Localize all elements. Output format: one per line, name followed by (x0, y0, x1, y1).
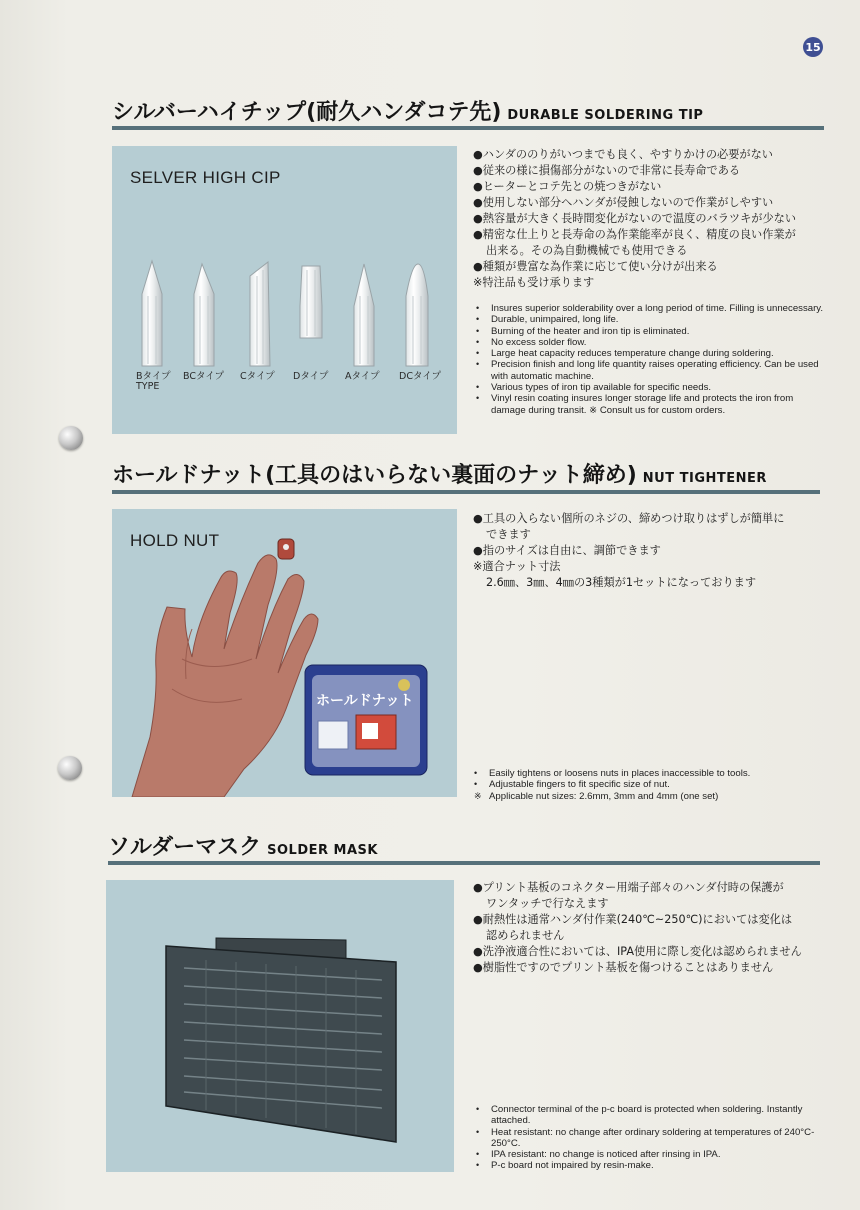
product-package (305, 665, 427, 775)
tip-type-label: Bタイプ (136, 371, 171, 382)
feature-line: ●指のサイズは自由に、調節できます (473, 544, 661, 557)
section-rule (112, 126, 824, 130)
list-item: ※ Applicable nut sizes: 2.6mm, 3mm and 4mm (one set) (474, 790, 719, 802)
section-title-nut (112, 458, 767, 489)
feature-line: ●耐熱性は通常ハンダ付作業(240℃~250℃)においては変化は (473, 913, 793, 926)
photo-label: HOLD NUT (130, 531, 220, 550)
mask-features-jp (473, 880, 823, 976)
feature-line: ●熱容量が大きく長時間変化がないので温度のバラツキが少ない (473, 212, 797, 225)
nut-photo (112, 509, 457, 797)
list-item: • P-c board not impaired by resin-make. (476, 1160, 654, 1172)
feature-line: 2.6㎜、3㎜、4㎜の3種類が1セットになっております (486, 576, 757, 589)
feature-line: ワンタッチで行なえます (486, 897, 609, 910)
feature-line: ●使用しない部分へハンダが侵蝕しないので作業がしやすい (473, 196, 774, 209)
feature-line: ●洗浄液適合性においては、IPA使用に際し変化は認められません (473, 945, 802, 958)
list-item: • Burning of the heater and iron tip is eliminated. (476, 325, 690, 337)
list-item: • No excess solder flow. (476, 336, 587, 348)
list-item: • Vinyl resin coating insures longer storage life and protects the iron from damage during transit. ※ Consult us for custom orders. (476, 393, 794, 416)
section-rule (108, 861, 820, 865)
section-title-en: SOLDER MASK (267, 843, 378, 858)
tip-type-word: TYPE (136, 381, 160, 392)
tip-a (354, 264, 374, 366)
feature-line: ●精密な仕上りと長寿命の為作業能率が良く、精度の良い作業が (473, 228, 796, 241)
feature-line: ※適合ナット寸法 (473, 560, 561, 573)
mask-illustration (106, 880, 454, 1172)
tip-d (300, 266, 322, 338)
nut-features-en (474, 768, 824, 802)
mask-photo (106, 880, 454, 1172)
list-item: • Various types of iron tip available for specific needs. (476, 382, 712, 394)
list-item: • Connector terminal of the p-c board is protected when soldering. Instantly attached. (476, 1104, 803, 1127)
list-item: • Durable, unimpaired, long life. (476, 314, 619, 326)
page-number-badge: 15 (803, 37, 823, 57)
list-item: • Precision finish and long life quantity raises operating efficiency. Can be used with automatic machine. (476, 359, 819, 382)
package-text: ホールドナット (316, 693, 414, 709)
binder-hole (59, 426, 83, 450)
feature-line: ●工具の入らない個所のネジの、締めつけ取りはずしが簡単に (473, 512, 785, 525)
tip-bc (194, 264, 214, 366)
photo-label: SELVER HIGH CIP (130, 168, 281, 187)
hand-illustration (112, 509, 457, 797)
list-item: • Easily tightens or loosens nuts in places inaccessible to tools. (474, 768, 751, 779)
feature-line: ●種類が豊富な為作業に応じて使い分けが出来る (473, 260, 718, 273)
list-item: • Insures superior solderability over a long period of time. Filling is unnecessary. (476, 303, 824, 314)
tip-dc (406, 264, 428, 366)
feature-line: ●ヒーターとコテ先との焼つきがない (473, 180, 662, 193)
tip-type-label: Aタイプ (345, 371, 380, 382)
list-item: • Large heat capacity reduces temperature change during soldering. (476, 348, 774, 360)
list-item: • Heat resistant: no change after ordinary soldering at temperatures of 240°C-250°C. (476, 1126, 815, 1149)
tip-c (250, 262, 270, 366)
tip-photo (112, 146, 457, 434)
feature-line: 認められません (486, 929, 565, 942)
feature-line: ●プリント基板のコネクター用端子部々のハンダ付時の保護が (473, 881, 784, 894)
feature-line: できます (486, 528, 531, 541)
section-title-tip (112, 95, 703, 126)
feature-line: ●ハンダののりがいつまでも良く、やすりかけの必要がない (473, 148, 773, 161)
tip-type-label: BCタイプ (183, 371, 225, 382)
feature-line: ●従来の様に損傷部分がないので非常に長寿命である (473, 164, 741, 177)
feature-line: ●樹脂性ですのでプリント基板を傷つけることはありません (473, 961, 774, 974)
list-item: • IPA resistant: no change is noticed after rinsing in IPA. (476, 1149, 721, 1161)
section-title-mask (108, 830, 378, 861)
section-rule (112, 490, 820, 494)
mask-features-en (476, 1104, 824, 1172)
tip-type-label: DCタイプ (399, 371, 441, 382)
tip-type-label: Dタイプ (293, 371, 329, 382)
tip-features-en (476, 303, 824, 416)
section-title-jp: シルバーハイチップ(耐久ハンダコテ先) (112, 100, 502, 125)
binder-hole (58, 756, 82, 780)
feature-line: ※特注品も受け承ります (473, 276, 595, 289)
tip-b (142, 261, 162, 366)
tip-type-label: Cタイプ (240, 371, 275, 382)
feature-line: 出来る。その為自動機械でも使用できる (486, 244, 688, 257)
section-title-jp: ホールドナット(工具のはいらない裏面のナット締め) (112, 463, 637, 488)
list-item: • Adjustable fingers to fit specific size of nut. (474, 779, 670, 791)
section-title-en: DURABLE SOLDERING TIP (507, 108, 704, 123)
section-title-en: NUT TIGHTENER (642, 471, 767, 486)
tip-illustration (112, 146, 457, 434)
tip-features-jp (473, 147, 823, 291)
nut-features-jp (473, 511, 823, 591)
section-title-jp: ソルダーマスク (108, 835, 262, 860)
